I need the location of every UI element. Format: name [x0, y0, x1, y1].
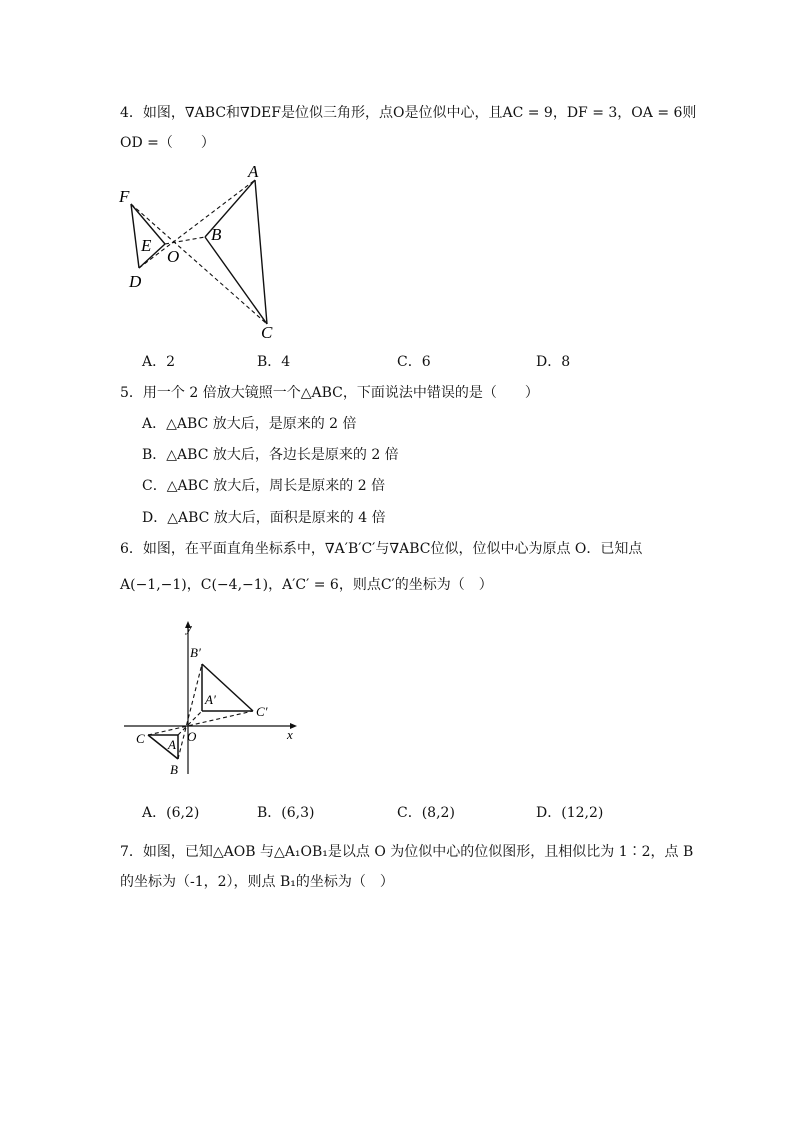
- q6-option-d[interactable]: [536, 804, 603, 822]
- q4-label-C: C: [261, 323, 273, 342]
- option-value: 8: [561, 354, 571, 370]
- q4-label-F: F: [119, 187, 130, 206]
- q5-option-c[interactable]: C．△ABC 放大后，周长是原来的 2 倍: [142, 478, 386, 494]
- q6-label-y: y: [186, 620, 192, 635]
- q5-option-b[interactable]: B．△ABC 放大后，各边长是原来的 2 倍: [142, 447, 399, 463]
- option-value: (6,2): [166, 805, 200, 821]
- q5-option-d[interactable]: D．△ABC 放大后，面积是原来的 4 倍: [142, 510, 386, 526]
- q7-stem-line2: 的坐标为（-1，2），则点 B₁的坐标为（ ）: [120, 874, 394, 890]
- q4-label-O: O: [167, 247, 180, 266]
- q6-label-C: C: [136, 731, 145, 746]
- option-value: (8,2): [421, 805, 455, 821]
- q6-option-a[interactable]: [142, 804, 199, 822]
- q4-label-B: B: [211, 225, 222, 244]
- q4-option-d[interactable]: [536, 353, 570, 371]
- q4-label-D: D: [129, 272, 142, 291]
- option-letter: D．: [536, 354, 562, 370]
- q6-stem-line1: 6．如图，在平面直角坐标系中，∇A′B′C′与∇ABC位似，位似中心为原点 O．已知点: [120, 541, 643, 557]
- q4-label-A: A: [248, 162, 259, 181]
- option-letter: C．: [397, 805, 422, 821]
- q6-label-x: x: [287, 727, 293, 742]
- option-value: (6,3): [281, 805, 315, 821]
- q4-option-b[interactable]: [257, 353, 290, 371]
- q6-figure: [120, 618, 305, 783]
- q5-option-a[interactable]: A．△ABC 放大后，是原来的 2 倍: [142, 416, 357, 432]
- option-value: 6: [421, 354, 431, 370]
- option-letter: A．: [142, 805, 167, 821]
- option-value: 2: [166, 354, 176, 370]
- option-letter: C．: [397, 354, 422, 370]
- q6-label-Cprime: C′: [256, 704, 268, 719]
- option-value: 4: [281, 354, 291, 370]
- option-letter: B．: [257, 805, 282, 821]
- q6-option-b[interactable]: [257, 804, 315, 822]
- q6-label-Bprime: B′: [190, 645, 201, 660]
- option-value: (12,2): [561, 805, 604, 821]
- option-letter: B．: [257, 354, 282, 370]
- q4-option-a[interactable]: [142, 353, 175, 371]
- q4-stem-line2: OD =（ ）: [120, 135, 215, 151]
- q6-label-O: O: [187, 729, 197, 744]
- q6-label-Aprime: A′: [205, 692, 216, 707]
- q4-option-c[interactable]: [397, 353, 431, 371]
- q6-label-B: B: [170, 762, 178, 777]
- q4-stem-line1: 4．如图，∇ABC和∇DEF是位似三角形，点O是位似中心，且AC = 9，DF = 3，OA = 6则: [120, 105, 697, 121]
- q6-option-c[interactable]: [397, 804, 455, 822]
- q5-stem: 5．用一个 2 倍放大镜照一个△ABC，下面说法中错误的是（ ）: [120, 385, 539, 401]
- option-letter: A．: [142, 354, 167, 370]
- q4-label-E: E: [141, 236, 152, 255]
- q7-stem-line1: 7．如图，已知△AOB 与△A₁OB₁是以点 O 为位似中心的位似图形，且相似比为 1∶2，点 B: [120, 844, 694, 860]
- q6-label-A: A: [168, 737, 176, 752]
- q6-stem-line2: A(−1,−1)，C(−4,−1)，A′C′ = 6，则点C′的坐标为（ ）: [120, 577, 493, 593]
- q4-figure: [115, 158, 295, 343]
- option-letter: D．: [536, 805, 562, 821]
